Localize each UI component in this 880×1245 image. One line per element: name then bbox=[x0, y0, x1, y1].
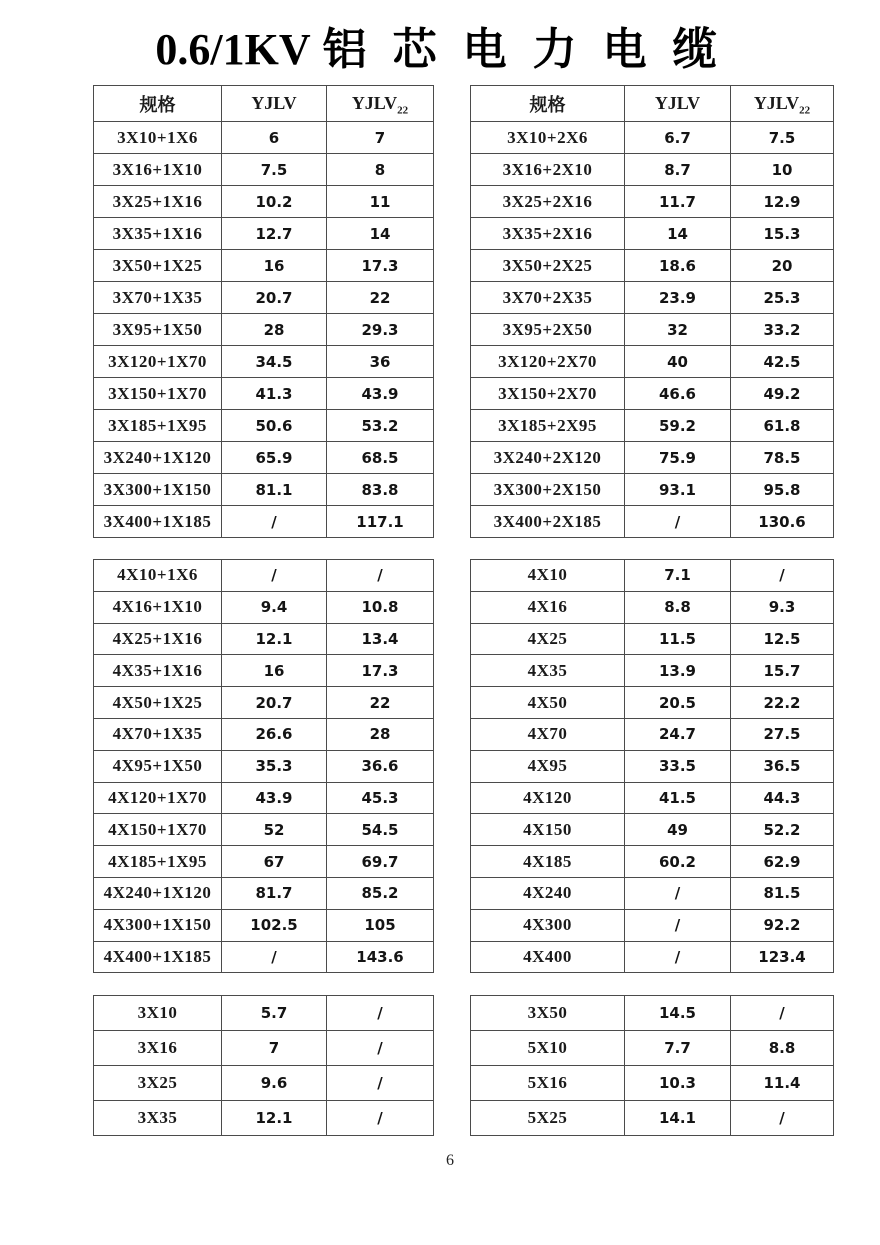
spec-cell: 4X400+1X185 bbox=[94, 941, 222, 973]
table-row bbox=[471, 1031, 834, 1066]
spec-cell: 3X50+1X25 bbox=[94, 250, 222, 282]
value-cell: 65.9 bbox=[222, 442, 327, 474]
table-row bbox=[471, 750, 834, 782]
value-cell: 33.2 bbox=[731, 314, 834, 346]
table-row bbox=[94, 718, 434, 750]
value-cell: 60.2 bbox=[625, 846, 731, 878]
table-row bbox=[94, 218, 434, 250]
table-row bbox=[471, 996, 834, 1031]
spec-cell: 4X70 bbox=[471, 718, 625, 750]
table-row bbox=[94, 909, 434, 941]
value-cell: 14 bbox=[327, 218, 434, 250]
value-cell: 8 bbox=[327, 154, 434, 186]
value-cell: 83.8 bbox=[327, 474, 434, 506]
spec-cell: 3X35+2X16 bbox=[471, 218, 625, 250]
value-cell: 69.7 bbox=[327, 846, 434, 878]
table-row bbox=[471, 218, 834, 250]
value-cell: 81.5 bbox=[731, 877, 834, 909]
value-cell: 53.2 bbox=[327, 410, 434, 442]
spec-cell: 3X10+2X6 bbox=[471, 122, 625, 154]
value-cell: 8.7 bbox=[625, 154, 731, 186]
value-cell: 28 bbox=[327, 718, 434, 750]
table-row bbox=[471, 846, 834, 878]
table-row bbox=[94, 996, 434, 1031]
spec-cell: 3X25 bbox=[94, 1066, 222, 1101]
table-row bbox=[94, 655, 434, 687]
value-cell: 93.1 bbox=[625, 474, 731, 506]
table-row bbox=[471, 378, 834, 410]
value-cell: / bbox=[222, 941, 327, 973]
spec-cell: 3X185+2X95 bbox=[471, 410, 625, 442]
page-title bbox=[0, 26, 880, 74]
value-cell: 61.8 bbox=[731, 410, 834, 442]
value-cell: 10.8 bbox=[327, 591, 434, 623]
value-cell: 49 bbox=[625, 814, 731, 846]
header-row bbox=[94, 86, 434, 122]
spec-cell: 4X70+1X35 bbox=[94, 718, 222, 750]
value-cell: 14 bbox=[625, 218, 731, 250]
value-cell: 43.9 bbox=[327, 378, 434, 410]
value-cell: 45.3 bbox=[327, 782, 434, 814]
spec-cell: 3X95+2X50 bbox=[471, 314, 625, 346]
spec-cell: 3X400+2X185 bbox=[471, 506, 625, 538]
spec-cell: 4X240 bbox=[471, 877, 625, 909]
value-cell: 40 bbox=[625, 346, 731, 378]
value-cell: 36.5 bbox=[731, 750, 834, 782]
table-row bbox=[94, 941, 434, 973]
table-row bbox=[94, 410, 434, 442]
table-row bbox=[471, 474, 834, 506]
yjlv22-header bbox=[327, 86, 434, 122]
table-row bbox=[94, 623, 434, 655]
spec-cell: 3X95+1X50 bbox=[94, 314, 222, 346]
price-table-left-4plus1 bbox=[93, 559, 434, 973]
value-cell: 32 bbox=[625, 314, 731, 346]
spec-cell: 5X25 bbox=[471, 1101, 625, 1136]
table-row bbox=[471, 154, 834, 186]
spec-cell: 4X185 bbox=[471, 846, 625, 878]
value-cell: 67 bbox=[222, 846, 327, 878]
spec-cell: 4X50 bbox=[471, 687, 625, 719]
spec-header: 规格 bbox=[471, 86, 625, 122]
value-cell: 16 bbox=[222, 250, 327, 282]
spec-cell: 4X240+1X120 bbox=[94, 877, 222, 909]
value-cell: / bbox=[222, 506, 327, 538]
value-cell: 12.5 bbox=[731, 623, 834, 655]
table-row bbox=[94, 1101, 434, 1136]
value-cell: 8.8 bbox=[625, 591, 731, 623]
table-row bbox=[471, 941, 834, 973]
value-cell: 20.7 bbox=[222, 687, 327, 719]
value-cell: 29.3 bbox=[327, 314, 434, 346]
value-cell: 12.1 bbox=[222, 1101, 327, 1136]
table-row bbox=[94, 442, 434, 474]
spec-cell: 4X300+1X150 bbox=[94, 909, 222, 941]
table-row bbox=[94, 346, 434, 378]
table-row bbox=[94, 814, 434, 846]
value-cell: / bbox=[731, 996, 834, 1031]
table-row bbox=[94, 687, 434, 719]
spec-cell: 3X400+1X185 bbox=[94, 506, 222, 538]
spec-cell: 4X95 bbox=[471, 750, 625, 782]
table-row bbox=[94, 877, 434, 909]
value-cell: 6 bbox=[222, 122, 327, 154]
spec-cell: 4X300 bbox=[471, 909, 625, 941]
spec-cell: 4X10 bbox=[471, 560, 625, 592]
table-row bbox=[94, 1031, 434, 1066]
spec-cell: 3X10 bbox=[94, 996, 222, 1031]
table-row bbox=[471, 718, 834, 750]
value-cell: 95.8 bbox=[731, 474, 834, 506]
value-cell: 11.5 bbox=[625, 623, 731, 655]
value-cell: 68.5 bbox=[327, 442, 434, 474]
spec-cell: 3X16+2X10 bbox=[471, 154, 625, 186]
value-cell: 52.2 bbox=[731, 814, 834, 846]
yjlv22-header bbox=[731, 86, 834, 122]
value-cell: 92.2 bbox=[731, 909, 834, 941]
value-cell: 14.5 bbox=[625, 996, 731, 1031]
spec-header: 规格 bbox=[94, 86, 222, 122]
yjlv22-header-base: YJLV bbox=[753, 93, 800, 113]
spec-cell: 4X25 bbox=[471, 623, 625, 655]
value-cell: 20.7 bbox=[222, 282, 327, 314]
spec-cell: 3X16 bbox=[94, 1031, 222, 1066]
value-cell: 5.7 bbox=[222, 996, 327, 1031]
value-cell: 36.6 bbox=[327, 750, 434, 782]
spec-cell: 3X35+1X16 bbox=[94, 218, 222, 250]
value-cell: 50.6 bbox=[222, 410, 327, 442]
value-cell: 7 bbox=[222, 1031, 327, 1066]
value-cell: 7 bbox=[327, 122, 434, 154]
value-cell: 9.6 bbox=[222, 1066, 327, 1101]
spec-cell: 4X120 bbox=[471, 782, 625, 814]
spec-cell: 4X120+1X70 bbox=[94, 782, 222, 814]
spec-cell: 3X25+1X16 bbox=[94, 186, 222, 218]
yjlv22-header-base: YJLV bbox=[351, 93, 398, 113]
value-cell: 36 bbox=[327, 346, 434, 378]
value-cell: 8.8 bbox=[731, 1031, 834, 1066]
value-cell: 13.4 bbox=[327, 623, 434, 655]
value-cell: 18.6 bbox=[625, 250, 731, 282]
price-table-left-3plus1 bbox=[93, 85, 434, 538]
spec-cell: 3X35 bbox=[94, 1101, 222, 1136]
spec-cell: 5X10 bbox=[471, 1031, 625, 1066]
value-cell: 20 bbox=[731, 250, 834, 282]
value-cell: / bbox=[625, 506, 731, 538]
table-row bbox=[471, 1101, 834, 1136]
value-cell: 10.2 bbox=[222, 186, 327, 218]
value-cell: 42.5 bbox=[731, 346, 834, 378]
value-cell: / bbox=[625, 909, 731, 941]
table-row bbox=[471, 655, 834, 687]
spec-cell: 3X25+2X16 bbox=[471, 186, 625, 218]
spec-cell: 3X16+1X10 bbox=[94, 154, 222, 186]
table-row bbox=[94, 560, 434, 592]
spec-cell: 3X300+1X150 bbox=[94, 474, 222, 506]
table-row bbox=[94, 154, 434, 186]
value-cell: / bbox=[327, 560, 434, 592]
value-cell: 28 bbox=[222, 314, 327, 346]
table-row bbox=[94, 186, 434, 218]
table-row bbox=[471, 687, 834, 719]
value-cell: 117.1 bbox=[327, 506, 434, 538]
table-row bbox=[471, 782, 834, 814]
table-row bbox=[94, 750, 434, 782]
value-cell: 41.5 bbox=[625, 782, 731, 814]
price-table-right-4core bbox=[470, 559, 834, 973]
value-cell: / bbox=[731, 560, 834, 592]
yjlv-header: YJLV bbox=[222, 86, 327, 122]
spec-cell: 3X300+2X150 bbox=[471, 474, 625, 506]
price-table-left-3core bbox=[93, 995, 434, 1136]
table-row bbox=[471, 122, 834, 154]
value-cell: 85.2 bbox=[327, 877, 434, 909]
table-row bbox=[471, 314, 834, 346]
value-cell: 20.5 bbox=[625, 687, 731, 719]
value-cell: 7.5 bbox=[222, 154, 327, 186]
value-cell: / bbox=[327, 996, 434, 1031]
header-row bbox=[471, 86, 834, 122]
spec-cell: 3X150+2X70 bbox=[471, 378, 625, 410]
spec-cell: 4X185+1X95 bbox=[94, 846, 222, 878]
table-row bbox=[471, 410, 834, 442]
value-cell: 12.1 bbox=[222, 623, 327, 655]
table-row bbox=[94, 250, 434, 282]
value-cell: / bbox=[327, 1066, 434, 1101]
title-chinese: 铝芯电力电缆 bbox=[322, 25, 743, 74]
spec-cell: 4X16 bbox=[471, 591, 625, 623]
value-cell: 105 bbox=[327, 909, 434, 941]
table-row bbox=[94, 122, 434, 154]
table-row bbox=[94, 282, 434, 314]
value-cell: 143.6 bbox=[327, 941, 434, 973]
spec-cell: 4X35+1X16 bbox=[94, 655, 222, 687]
table-row bbox=[471, 909, 834, 941]
value-cell: / bbox=[625, 941, 731, 973]
value-cell: 14.1 bbox=[625, 1101, 731, 1136]
table-row bbox=[94, 782, 434, 814]
value-cell: 13.9 bbox=[625, 655, 731, 687]
value-cell: 10 bbox=[731, 154, 834, 186]
spec-cell: 4X400 bbox=[471, 941, 625, 973]
value-cell: 43.9 bbox=[222, 782, 327, 814]
value-cell: 130.6 bbox=[731, 506, 834, 538]
value-cell: 15.3 bbox=[731, 218, 834, 250]
spec-cell: 3X70+2X35 bbox=[471, 282, 625, 314]
spec-cell: 4X50+1X25 bbox=[94, 687, 222, 719]
table-row bbox=[471, 186, 834, 218]
spec-cell: 3X120+1X70 bbox=[94, 346, 222, 378]
value-cell: 49.2 bbox=[731, 378, 834, 410]
value-cell: 11.4 bbox=[731, 1066, 834, 1101]
spec-cell: 4X150+1X70 bbox=[94, 814, 222, 846]
value-cell: 7.1 bbox=[625, 560, 731, 592]
value-cell: 78.5 bbox=[731, 442, 834, 474]
table-row bbox=[471, 591, 834, 623]
spec-cell: 4X95+1X50 bbox=[94, 750, 222, 782]
value-cell: 81.1 bbox=[222, 474, 327, 506]
value-cell: 9.4 bbox=[222, 591, 327, 623]
value-cell: 12.7 bbox=[222, 218, 327, 250]
value-cell: 75.9 bbox=[625, 442, 731, 474]
yjlv22-header-sub: 22 bbox=[397, 104, 409, 117]
spec-cell: 3X240+2X120 bbox=[471, 442, 625, 474]
table-row bbox=[94, 591, 434, 623]
spec-cell: 3X70+1X35 bbox=[94, 282, 222, 314]
spec-cell: 3X185+1X95 bbox=[94, 410, 222, 442]
spec-cell: 4X25+1X16 bbox=[94, 623, 222, 655]
spec-cell: 4X16+1X10 bbox=[94, 591, 222, 623]
value-cell: 11 bbox=[327, 186, 434, 218]
table-row bbox=[471, 877, 834, 909]
value-cell: / bbox=[327, 1101, 434, 1136]
value-cell: 34.5 bbox=[222, 346, 327, 378]
value-cell: / bbox=[625, 877, 731, 909]
table-row bbox=[471, 282, 834, 314]
value-cell: 9.3 bbox=[731, 591, 834, 623]
value-cell: 10.3 bbox=[625, 1066, 731, 1101]
value-cell: 24.7 bbox=[625, 718, 731, 750]
spec-cell: 3X10+1X6 bbox=[94, 122, 222, 154]
title-voltage: 0.6/1KV bbox=[155, 25, 311, 74]
table-row bbox=[471, 623, 834, 655]
value-cell: 62.9 bbox=[731, 846, 834, 878]
value-cell: 46.6 bbox=[625, 378, 731, 410]
spec-cell: 3X50+2X25 bbox=[471, 250, 625, 282]
value-cell: 52 bbox=[222, 814, 327, 846]
spec-cell: 5X16 bbox=[471, 1066, 625, 1101]
value-cell: 12.9 bbox=[731, 186, 834, 218]
value-cell: 81.7 bbox=[222, 877, 327, 909]
value-cell: 11.7 bbox=[625, 186, 731, 218]
yjlv22-header-sub: 22 bbox=[799, 104, 811, 117]
value-cell: 22 bbox=[327, 282, 434, 314]
price-table-right-3plus2 bbox=[470, 85, 834, 538]
table-row bbox=[471, 560, 834, 592]
page-number: 6 bbox=[446, 1152, 454, 1169]
value-cell: / bbox=[327, 1031, 434, 1066]
value-cell: 123.4 bbox=[731, 941, 834, 973]
value-cell: 25.3 bbox=[731, 282, 834, 314]
table-row bbox=[471, 250, 834, 282]
value-cell: 22.2 bbox=[731, 687, 834, 719]
spec-cell: 3X150+1X70 bbox=[94, 378, 222, 410]
spec-cell: 4X35 bbox=[471, 655, 625, 687]
value-cell: 22 bbox=[327, 687, 434, 719]
value-cell: 27.5 bbox=[731, 718, 834, 750]
table-row bbox=[471, 442, 834, 474]
table-row bbox=[94, 378, 434, 410]
spec-cell: 3X50 bbox=[471, 996, 625, 1031]
value-cell: / bbox=[222, 560, 327, 592]
table-row bbox=[471, 506, 834, 538]
value-cell: / bbox=[731, 1101, 834, 1136]
value-cell: 15.7 bbox=[731, 655, 834, 687]
value-cell: 7.7 bbox=[625, 1031, 731, 1066]
spec-cell: 4X10+1X6 bbox=[94, 560, 222, 592]
value-cell: 44.3 bbox=[731, 782, 834, 814]
value-cell: 33.5 bbox=[625, 750, 731, 782]
table-row bbox=[94, 314, 434, 346]
table-row bbox=[471, 346, 834, 378]
spec-cell: 3X240+1X120 bbox=[94, 442, 222, 474]
value-cell: 16 bbox=[222, 655, 327, 687]
value-cell: 102.5 bbox=[222, 909, 327, 941]
value-cell: 23.9 bbox=[625, 282, 731, 314]
value-cell: 54.5 bbox=[327, 814, 434, 846]
table-row bbox=[94, 506, 434, 538]
table-row bbox=[94, 474, 434, 506]
yjlv-header: YJLV bbox=[625, 86, 731, 122]
spec-cell: 3X120+2X70 bbox=[471, 346, 625, 378]
value-cell: 35.3 bbox=[222, 750, 327, 782]
table-row bbox=[94, 1066, 434, 1101]
value-cell: 17.3 bbox=[327, 655, 434, 687]
table-row bbox=[94, 846, 434, 878]
table-row bbox=[471, 1066, 834, 1101]
value-cell: 6.7 bbox=[625, 122, 731, 154]
table-row bbox=[471, 814, 834, 846]
value-cell: 41.3 bbox=[222, 378, 327, 410]
value-cell: 7.5 bbox=[731, 122, 834, 154]
value-cell: 26.6 bbox=[222, 718, 327, 750]
spec-cell: 4X150 bbox=[471, 814, 625, 846]
price-table-right-5core bbox=[470, 995, 834, 1136]
value-cell: 17.3 bbox=[327, 250, 434, 282]
value-cell: 59.2 bbox=[625, 410, 731, 442]
